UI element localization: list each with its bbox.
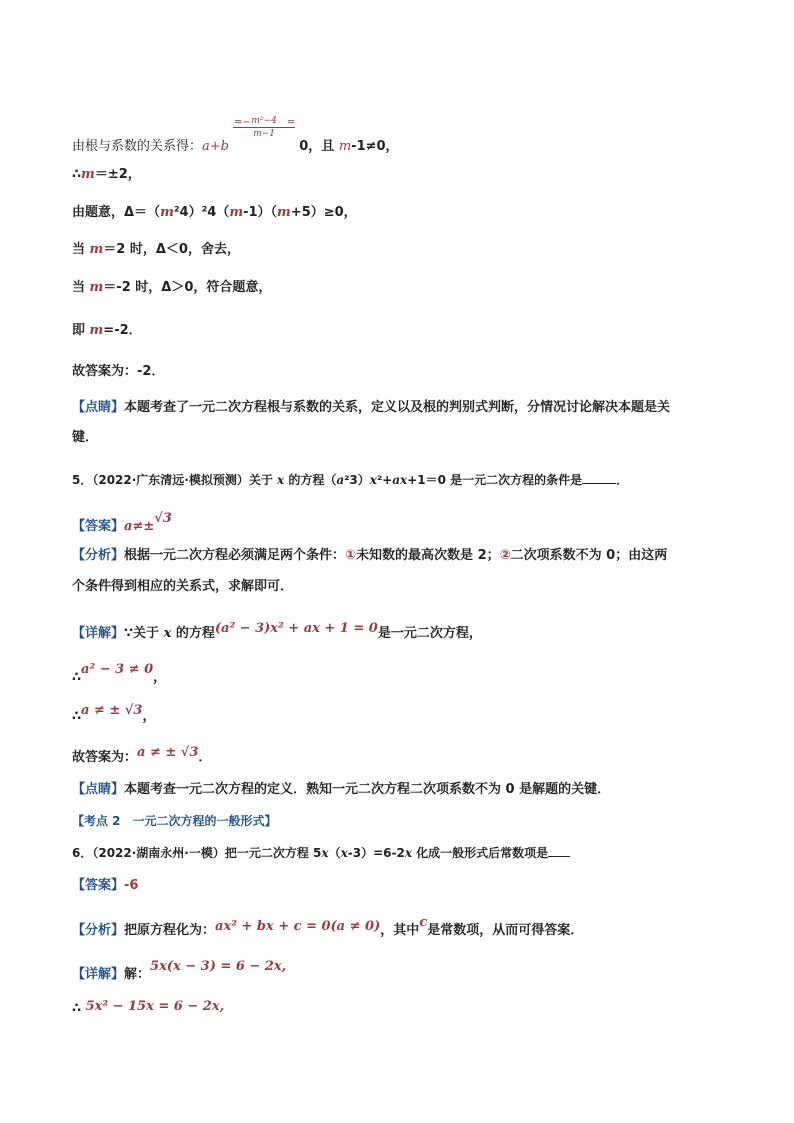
answer-5 [72, 511, 172, 536]
answer-tag: 【答案】 [72, 519, 125, 534]
text-segment: ²+ [376, 473, 393, 487]
answer-blank [548, 844, 570, 857]
text-segment: ∵关于 [124, 626, 164, 641]
text-segment: ，其中 [380, 923, 420, 938]
fraction-numerator: m²−4 [251, 116, 277, 126]
circled-number: ② [499, 548, 511, 563]
analysis-tag: 【分析】 [72, 923, 125, 938]
detail-6 [72, 959, 287, 984]
sqrt-expression: √3 [154, 511, 172, 526]
fraction-denominator: m−1 [253, 129, 276, 139]
text-segment: ， [153, 670, 167, 685]
therefore-symbol: ∴ [72, 1001, 82, 1016]
text-segment: 是常数项，从而可得答案． [427, 923, 584, 938]
question-6 [72, 844, 570, 862]
text-segment: 由题意，Δ＝（ [72, 205, 161, 220]
detail-5-step-2 [72, 703, 156, 726]
text-segment: =-2． [103, 323, 142, 338]
circled-number: ① [345, 548, 357, 563]
detail-5-answer [72, 745, 212, 767]
text-segment: -1）（ [243, 205, 278, 220]
text-segment: +5）≥0， [290, 205, 357, 220]
text-segment: 未知数的最高次数是 2； [356, 548, 500, 563]
text-segment: ， [142, 709, 156, 724]
text-line-vieta [72, 116, 399, 156]
text-segment: ． [198, 750, 212, 765]
math-var: x [163, 626, 172, 641]
math-var: m [277, 205, 291, 220]
text-line-discriminant [72, 204, 357, 222]
text-segment: 把原方程化为： [124, 923, 216, 938]
text-segment: 的方程（ [284, 473, 337, 487]
equation: 5x(x − 3) = 6 − 2x, [150, 959, 287, 974]
math-var: m [89, 280, 104, 295]
equals-minus: =− [234, 117, 251, 128]
text-segment: ． [616, 473, 629, 487]
text-segment: 6．（2022·湖南永州·一模）把一元二次方程 5 [72, 846, 322, 860]
equals-sign: = [287, 117, 296, 128]
text-line-m-values [72, 166, 141, 184]
equation: 5x² − 15x = 6 − 2x, [85, 999, 225, 1014]
math-var: m [160, 205, 174, 220]
math-var: x [369, 473, 377, 487]
text-segment: -1≠0， [351, 139, 399, 154]
analysis-6 [72, 915, 584, 940]
fraction-suffix [287, 114, 295, 132]
detail-5 [72, 621, 482, 643]
text-segment: 当 [72, 242, 90, 257]
comment-line-4-cont: 键． [72, 430, 99, 445]
math-var: m [229, 205, 244, 220]
answer-blank [582, 471, 616, 484]
math-var: x [277, 473, 285, 487]
text-segment: 二次项系数不为 0；由这两 [510, 548, 668, 563]
comment-line-4 [72, 399, 670, 417]
text-segment: （ [328, 846, 341, 860]
question-5 [72, 471, 628, 489]
topic-heading-2: 【考点 2 一元二次方程的一般形式】 [72, 814, 277, 828]
math-var: x [340, 846, 348, 860]
text-segment: -3）=6-2 [347, 846, 405, 860]
comment-text: 本题考查了一元二次方程根与系数的关系，定义以及根的判别式判断，分情况讨论解决本题是关 [124, 400, 671, 415]
answer-value: a≠± [124, 519, 155, 534]
answer-line-4: 故答案为：-2． [72, 364, 165, 379]
text-segment: 即 [72, 323, 90, 338]
answer-tag: 【答案】 [72, 878, 125, 893]
equation: ax² + bx + c = 0(a ≠ 0) [215, 919, 381, 934]
detail-5-step-1 [72, 662, 167, 687]
math-var: a [336, 473, 345, 487]
equation: a ≠ ± √3 [137, 745, 199, 760]
text-segment: 是一元二次方程， [377, 626, 482, 641]
analysis-5-cont: 个条件得到相应的关系式，求解即可． [72, 579, 294, 594]
text-segment: 0，且 [299, 139, 339, 154]
comment-tag: 【点睛】 [72, 400, 125, 415]
math-var: ax [392, 473, 408, 487]
text-line-case-1 [72, 241, 240, 259]
text-segment: ²3） [344, 473, 370, 487]
fraction-prefix [234, 114, 251, 132]
math-expression: a+b [202, 139, 229, 154]
math-var: m [89, 323, 104, 338]
text-segment: 化成一般形式后常数项是 [411, 846, 549, 860]
text-segment: ＝±2， [94, 167, 141, 182]
detail-6-step-1 [72, 1000, 224, 1018]
text-segment: 由根与系数的关系得： [72, 139, 203, 154]
comment-text: 本题考查一元二次方程的定义．熟知一元二次方程二次项系数不为 0 是解题的关键． [124, 782, 611, 797]
text-segment: 根据一元二次方程必须满足两个条件： [124, 548, 346, 563]
text-segment: 故答案为： [72, 750, 138, 765]
text-segment: ＝-2 时，Δ＞0，符合题意， [103, 280, 272, 295]
text-segment: 的方程 [171, 626, 215, 641]
therefore-symbol: ∴ [72, 670, 82, 685]
detail-tag: 【详解】 [72, 626, 125, 641]
answer-6 [72, 877, 138, 895]
detail-tag: 【详解】 [72, 967, 125, 982]
therefore-symbol: ∴ [72, 167, 82, 182]
math-var: m [338, 139, 352, 154]
comment-tag: 【点睛】 [72, 782, 125, 797]
equation: a² − 3 ≠ 0 [81, 662, 154, 677]
math-var: x [404, 846, 412, 860]
comment-5 [72, 781, 610, 799]
text-segment: 解： [124, 967, 151, 982]
math-var: c [419, 915, 428, 930]
analysis-tag: 【分析】 [72, 548, 125, 563]
equation: (a² − 3)x² + ax + 1 = 0 [214, 621, 378, 636]
text-segment: 当 [72, 280, 90, 295]
analysis-5 [72, 547, 667, 565]
text-line-case-2 [72, 279, 271, 297]
text-segment: 5．（2022·广东清远·模拟预测）关于 [72, 473, 278, 487]
math-var: m [89, 242, 104, 257]
text-line-conclusion [72, 322, 142, 340]
equation: a ≠ ± √3 [81, 703, 143, 718]
text-segment: ²4）²4（ [173, 205, 230, 220]
text-segment: ＝2 时，Δ＜0，舍去， [103, 242, 240, 257]
therefore-symbol: ∴ [72, 709, 82, 724]
math-var: m [81, 167, 95, 182]
text-segment: +1＝0 是一元二次方程的条件是 [407, 473, 583, 487]
math-var: x [321, 846, 329, 860]
answer-value: -6 [124, 878, 139, 893]
